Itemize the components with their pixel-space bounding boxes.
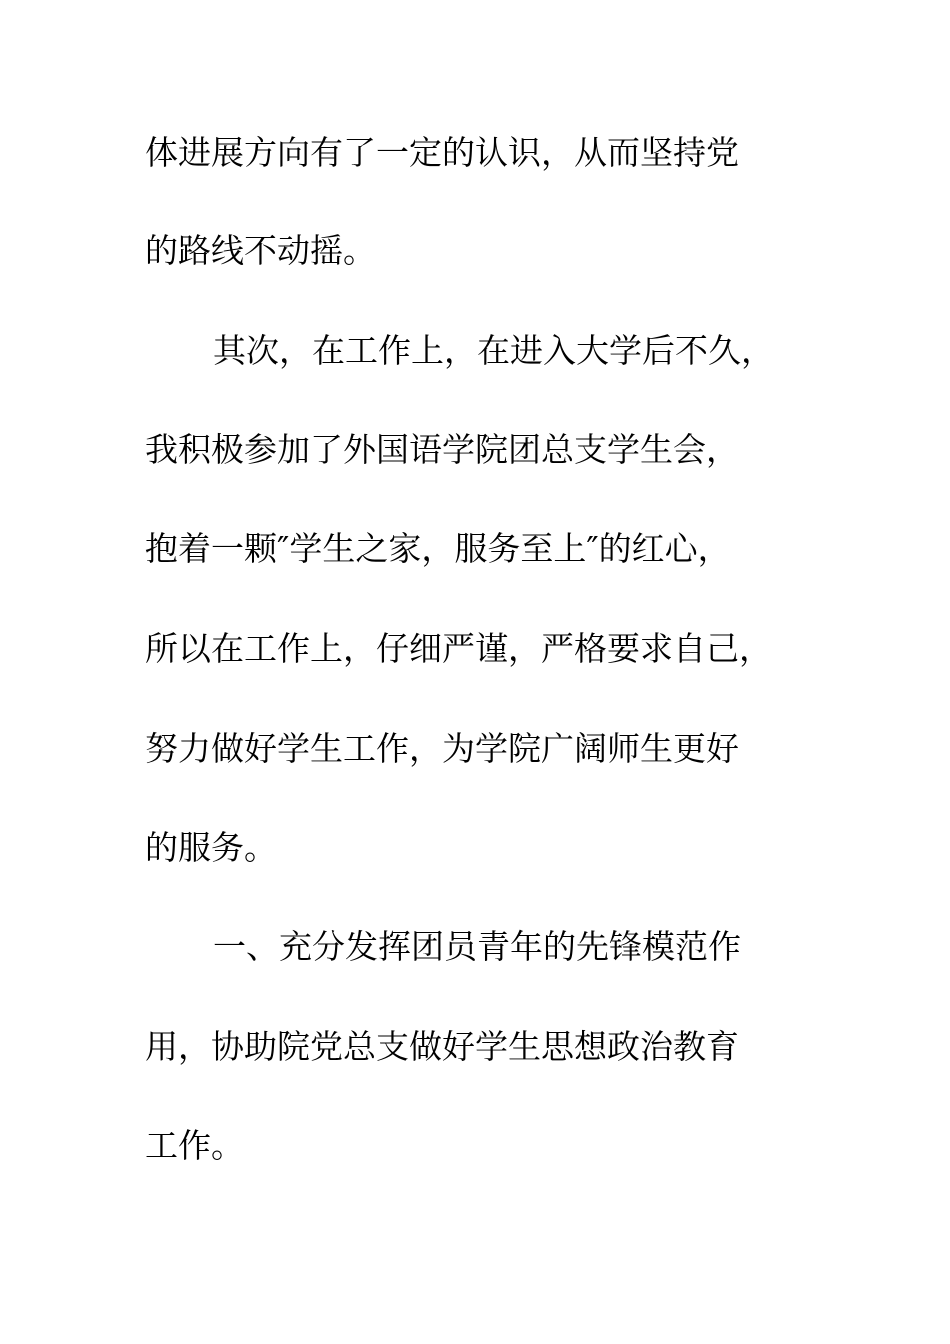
text-line: 的路线不动摇。 [145, 231, 376, 270]
text-line: 工作。 [145, 1126, 244, 1165]
text-line: 抱着一颗″学生之家，服务至上″的红心， [145, 529, 731, 568]
text-line: 我积极参加了外国语学院团总支学生会， [145, 430, 739, 469]
text-line: 体进展方向有了一定的认识，从而坚持党 [145, 133, 739, 172]
paragraph-first-line: 其次，在工作上，在进入大学后不久， [213, 331, 774, 370]
paragraph-first-line: 一、充分发挥团员青年的先锋模范作 [213, 927, 741, 966]
text-line: 所以在工作上，仔细严谨，严格要求自己， [145, 629, 772, 668]
text-line: 用，协助院党总支做好学生思想政治教育 [145, 1027, 739, 1066]
text-line: 努力做好学生工作，为学院广阔师生更好 [145, 729, 739, 768]
text-line: 的服务。 [145, 828, 277, 867]
